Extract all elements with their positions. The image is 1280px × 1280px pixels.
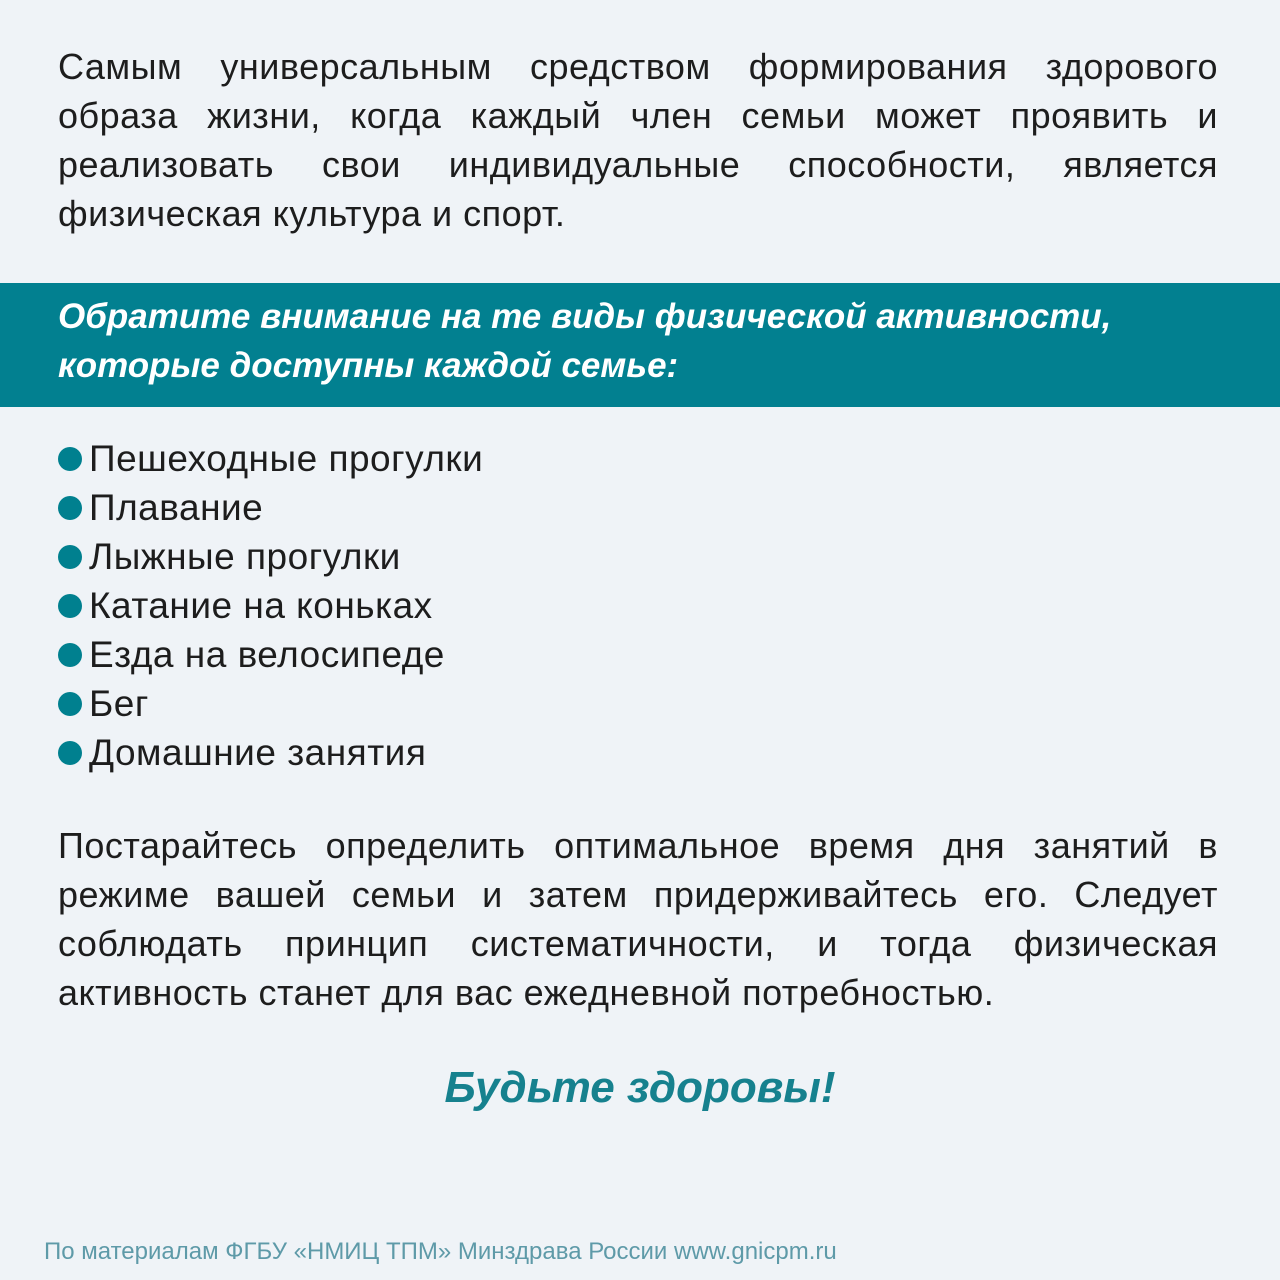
list-item [58,630,483,679]
list-item [58,483,483,532]
bullet-dot-icon [58,692,82,716]
bullet-dot-icon [58,447,82,471]
list-item-label: Бег [89,682,149,724]
bullet-dot-icon [58,496,82,520]
bullet-dot-icon [58,594,82,618]
list-item [58,679,483,728]
advice-paragraph: Постарайтесь определить оптимальное время дня занятий в режиме вашей семьи и затем придерживайтесь его. Следует соблюдать принцип систематичности, и тогда физическая активность станет для вас ежедневной потребностью. [58,825,1218,1013]
banner-text: Обратите внимание на те виды физической активности, которые доступны каждой семье: [58,297,1112,385]
bullet-dot-icon [58,741,82,765]
closing-slogan: Будьте здоровы! [444,1063,836,1112]
activity-list [58,434,483,777]
bullet-dot-icon [58,643,82,667]
source-footer: По материалам ФГБУ «НМИЦ ТПМ» Минздрава России www.gnicpm.ru [44,1238,837,1265]
highlight-banner [0,283,1280,407]
bullet-dot-icon [58,545,82,569]
list-item-label: Пешеходные прогулки [89,437,484,479]
list-item-label: Лыжные прогулки [89,535,401,577]
list-item-label: Домашние занятия [89,731,427,773]
list-item-label: Катание на коньках [89,584,433,626]
list-item [58,532,483,581]
list-item [58,728,483,777]
list-item-label: Езда на велосипеде [89,633,445,675]
list-item [58,581,483,630]
list-item-label: Плавание [89,486,264,528]
list-item [58,434,483,483]
intro-paragraph: Самым универсальным средством формирования здорового образа жизни, когда каждый член семьи может проявить и реализовать свои индивидуальные способности, является физическая культура и спорт. [58,46,1218,234]
